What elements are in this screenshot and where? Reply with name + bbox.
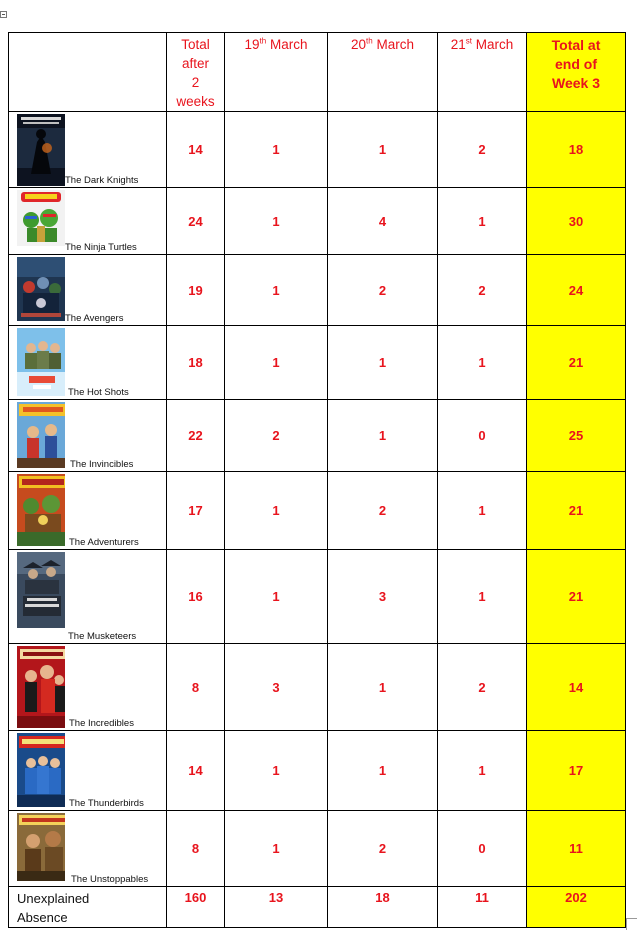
table-row bbox=[9, 731, 626, 811]
cell-21-march: 1 bbox=[438, 326, 527, 400]
cell-total-week-3: 11 bbox=[527, 811, 626, 887]
hot-shots-poster-icon bbox=[17, 328, 65, 396]
date-day: 20 bbox=[351, 37, 367, 52]
team-cell bbox=[9, 644, 167, 731]
cell-20-march: 1 bbox=[328, 326, 438, 400]
cell-20-march: 1 bbox=[328, 731, 438, 811]
cell-after-2-weeks: 19 bbox=[167, 255, 225, 326]
cell-20-march: 1 bbox=[328, 644, 438, 731]
cell-total-week-3: 25 bbox=[527, 400, 626, 472]
team-cell bbox=[9, 472, 167, 550]
footer-label-line2: Absence bbox=[17, 910, 68, 925]
footer-after-2-weeks: 160 bbox=[167, 887, 225, 928]
cell-21-march: 1 bbox=[438, 731, 527, 811]
cell-after-2-weeks: 17 bbox=[167, 472, 225, 550]
cell-20-march: 2 bbox=[328, 811, 438, 887]
date-suffix: st bbox=[465, 36, 472, 46]
header-total-week-3 bbox=[527, 33, 626, 112]
header-after-line2: after bbox=[181, 56, 209, 71]
cell-after-2-weeks: 16 bbox=[167, 550, 225, 644]
date-suffix: th bbox=[259, 36, 267, 46]
cell-21-march: 2 bbox=[438, 112, 527, 188]
table-move-handle[interactable] bbox=[0, 11, 7, 18]
team-name: The Musketeers bbox=[68, 631, 137, 642]
header-after-line4: weeks bbox=[176, 94, 215, 109]
team-name: The Dark Knights bbox=[65, 175, 139, 186]
cell-total-week-3: 18 bbox=[527, 112, 626, 188]
header-total-line3: Week 3 bbox=[552, 75, 600, 91]
team-name: The Ninja Turtles bbox=[65, 242, 137, 253]
cell-after-2-weeks: 22 bbox=[167, 400, 225, 472]
header-total-line2: end of bbox=[555, 56, 597, 72]
footer-19-march: 13 bbox=[225, 887, 328, 928]
table-row bbox=[9, 811, 626, 887]
date-suffix: th bbox=[366, 36, 373, 46]
cell-after-2-weeks: 8 bbox=[167, 811, 225, 887]
date-month: March bbox=[376, 37, 414, 52]
page-corner-mark bbox=[626, 918, 637, 930]
cell-19-march: 1 bbox=[225, 255, 328, 326]
cell-20-march: 2 bbox=[328, 472, 438, 550]
team-cell bbox=[9, 731, 167, 811]
table-row bbox=[9, 400, 626, 472]
team-cell bbox=[9, 400, 167, 472]
cell-total-week-3: 17 bbox=[527, 731, 626, 811]
table-row bbox=[9, 255, 626, 326]
team-name: The Invincibles bbox=[70, 459, 134, 470]
cell-21-march: 1 bbox=[438, 472, 527, 550]
avengers-poster-icon bbox=[17, 257, 65, 321]
team-name: The Incredibles bbox=[69, 718, 134, 729]
header-19-march bbox=[225, 33, 328, 112]
invincibles-poster-icon bbox=[17, 402, 65, 468]
team-cell bbox=[9, 112, 167, 188]
dark-knight-poster-icon bbox=[17, 114, 65, 186]
cell-19-march: 1 bbox=[225, 550, 328, 644]
team-name: The Adventurers bbox=[69, 537, 139, 548]
footer-21-march: 11 bbox=[438, 887, 527, 928]
cell-19-march: 1 bbox=[225, 188, 328, 255]
header-after-line1: Total bbox=[181, 37, 210, 52]
cell-20-march: 1 bbox=[328, 112, 438, 188]
table-row bbox=[9, 326, 626, 400]
ninja-turtles-poster-icon bbox=[17, 190, 65, 246]
date-month: March bbox=[475, 37, 514, 52]
cell-21-march: 0 bbox=[438, 811, 527, 887]
team-name: The Unstoppables bbox=[71, 874, 149, 885]
cell-21-march: 1 bbox=[438, 188, 527, 255]
cell-after-2-weeks: 8 bbox=[167, 644, 225, 731]
footer-label bbox=[9, 887, 167, 928]
footer-label-line1: Unexplained bbox=[17, 891, 90, 906]
cell-21-march: 2 bbox=[438, 255, 527, 326]
cell-total-week-3: 30 bbox=[527, 188, 626, 255]
cell-21-march: 0 bbox=[438, 400, 527, 472]
team-cell bbox=[9, 255, 167, 326]
table-row bbox=[9, 644, 626, 731]
footer-row bbox=[9, 887, 626, 928]
team-cell bbox=[9, 550, 167, 644]
cell-total-week-3: 21 bbox=[527, 326, 626, 400]
cell-19-march: 3 bbox=[225, 644, 328, 731]
cell-20-march: 3 bbox=[328, 550, 438, 644]
cell-19-march: 2 bbox=[225, 400, 328, 472]
header-after-2-weeks bbox=[167, 33, 225, 112]
header-team-cell bbox=[9, 33, 167, 112]
cell-after-2-weeks: 14 bbox=[167, 112, 225, 188]
table-row bbox=[9, 550, 626, 644]
team-name: The Avengers bbox=[65, 313, 124, 324]
header-total-line1: Total at bbox=[551, 37, 601, 53]
cell-21-march: 1 bbox=[438, 550, 527, 644]
table-row bbox=[9, 112, 626, 188]
unstoppables-poster-icon bbox=[17, 813, 65, 881]
team-cell bbox=[9, 188, 167, 255]
cell-19-march: 1 bbox=[225, 731, 328, 811]
cell-after-2-weeks: 24 bbox=[167, 188, 225, 255]
cell-after-2-weeks: 14 bbox=[167, 731, 225, 811]
footer-20-march: 18 bbox=[328, 887, 438, 928]
team-cell bbox=[9, 811, 167, 887]
team-cell bbox=[9, 326, 167, 400]
cell-20-march: 1 bbox=[328, 400, 438, 472]
date-day: 21 bbox=[450, 37, 466, 52]
cell-20-march: 4 bbox=[328, 188, 438, 255]
cell-total-week-3: 21 bbox=[527, 472, 626, 550]
date-month: March bbox=[269, 37, 308, 52]
footer-total-week-3: 202 bbox=[527, 887, 626, 928]
table-row bbox=[9, 472, 626, 550]
date-day: 19 bbox=[244, 37, 260, 52]
cell-total-week-3: 14 bbox=[527, 644, 626, 731]
header-20-march bbox=[328, 33, 438, 112]
table-row bbox=[9, 188, 626, 255]
cell-19-march: 1 bbox=[225, 472, 328, 550]
thunderbirds-poster-icon bbox=[17, 733, 65, 807]
cell-total-week-3: 21 bbox=[527, 550, 626, 644]
team-name: The Thunderbirds bbox=[69, 798, 144, 809]
cell-total-week-3: 24 bbox=[527, 255, 626, 326]
musketeers-poster-icon bbox=[17, 552, 65, 628]
cell-20-march: 2 bbox=[328, 255, 438, 326]
incredibles-poster-icon bbox=[17, 646, 65, 728]
team-name: The Hot Shots bbox=[68, 387, 129, 398]
header-row bbox=[9, 33, 626, 112]
cell-after-2-weeks: 18 bbox=[167, 326, 225, 400]
header-21-march bbox=[438, 33, 527, 112]
header-after-line3: 2 bbox=[191, 75, 200, 90]
adventurers-poster-icon bbox=[17, 474, 65, 546]
cell-19-march: 1 bbox=[225, 112, 328, 188]
cell-19-march: 1 bbox=[225, 811, 328, 887]
cell-19-march: 1 bbox=[225, 326, 328, 400]
cell-21-march: 2 bbox=[438, 644, 527, 731]
absence-table bbox=[8, 32, 626, 928]
